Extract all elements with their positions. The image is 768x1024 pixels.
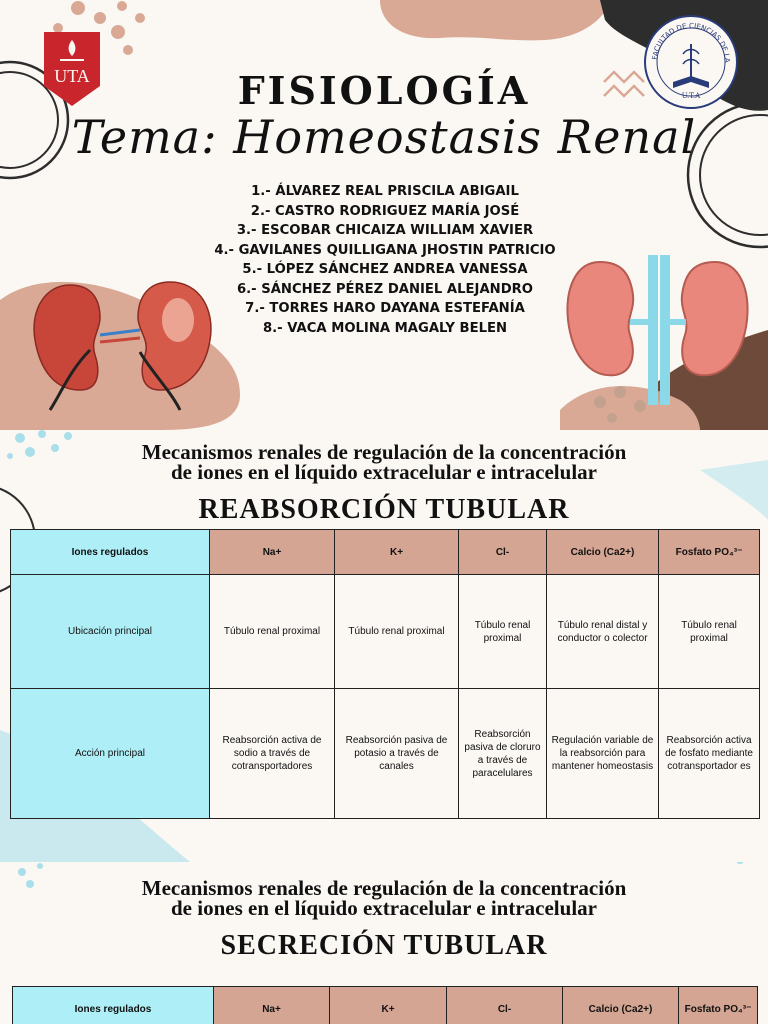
table-cell: Reabsorción activa de fosfato mediante cotransportador es (659, 689, 760, 819)
column-header: Calcio (Ca2+) (563, 987, 679, 1024)
table-row (11, 689, 760, 819)
secretion-title: SECRECIÓN TUBULAR (220, 930, 548, 961)
column-header: K+ (335, 530, 459, 575)
row-label: Acción principal (11, 689, 210, 819)
column-header: Cl- (447, 987, 563, 1024)
member-item: 6.- SÁNCHEZ PÉREZ DANIEL ALEJANDRO (236, 281, 534, 297)
table-header-row (13, 987, 758, 1024)
column-header: Fosfato PO₄³⁻ (679, 987, 758, 1024)
subject-title: FISIOLOGÍA (237, 68, 531, 113)
secretion-heading-line1: Mecanismos renales de regulación de la concentración (141, 876, 627, 900)
table-cell: Túbulo renal proximal (659, 575, 760, 689)
uta-logo-text: UTA (54, 66, 90, 86)
member-item: 3.- ESCOBAR CHICAIZA WILLIAM XAVIER (236, 223, 534, 238)
secretion-page (0, 862, 768, 1024)
reabsorption-heading-line2: de iones en el líquido extracelular e intracelular (171, 460, 597, 484)
member-item: 1.- ÁLVAREZ REAL PRISCILA ABIGAIL (251, 184, 519, 199)
row-label: Ubicación principal (11, 575, 210, 689)
table-cell: Túbulo renal proximal (459, 575, 547, 689)
column-header: Cl- (459, 530, 547, 575)
column-header: K+ (330, 987, 447, 1024)
member-item: 8.- VACA MOLINA MAGALY BELEN (262, 320, 508, 336)
member-item: 5.- LÓPEZ SÁNCHEZ ANDREA VANESSA (242, 262, 528, 277)
secretion-heading-line2: de iones en el líquido extracelular e intracelular (171, 896, 597, 920)
column-header: Iones regulados (13, 987, 214, 1024)
cover-page (0, 0, 768, 430)
members-list (160, 182, 610, 338)
seal-monogram: U.T.A (681, 92, 701, 100)
column-header: Calcio (Ca2+) (547, 530, 659, 575)
seal-text: FACULTAD DE CIENCIAS DE LA (651, 21, 732, 63)
member-item: 7.- TORRES HARO DAYANA ESTEFANÍA (245, 301, 525, 316)
reabsorption-page (0, 430, 768, 862)
table-cell: Túbulo renal distal y conductor o colector (547, 575, 659, 689)
reabsorption-title: REABSORCIÓN TUBULAR (198, 494, 570, 525)
secretion-table (12, 986, 758, 1024)
column-header: Fosfato PO₄³⁻ (659, 530, 760, 575)
column-header: Na+ (210, 530, 335, 575)
member-item: 2.- CASTRO RODRIGUEZ MARÍA JOSÉ (250, 203, 520, 219)
table-header-row (11, 530, 760, 575)
table-cell: Túbulo renal proximal (210, 575, 335, 689)
table-cell: Reabsorción pasiva de potasio a través de canales (335, 689, 459, 819)
reabsorption-heading-line1: Mecanismos renales de regulación de la concentración (141, 440, 627, 464)
topic-title: Tema: Homeostasis Renal (71, 110, 697, 164)
member-item: 4.- GAVILANES QUILLIGANA JHOSTIN PATRICIO (214, 242, 556, 258)
column-header: Iones regulados (11, 530, 210, 575)
table-row (11, 575, 760, 689)
table-cell: Reabsorción pasiva de cloruro a través de paracelulares (459, 689, 547, 819)
table-cell: Regulación variable de la reabsorción para mantener homeostasis (547, 689, 659, 819)
column-header: Na+ (214, 987, 330, 1024)
table-cell: Túbulo renal proximal (335, 575, 459, 689)
reabsorption-table (10, 529, 760, 819)
table-cell: Reabsorción activa de sodio a través de cotransportadores (210, 689, 335, 819)
